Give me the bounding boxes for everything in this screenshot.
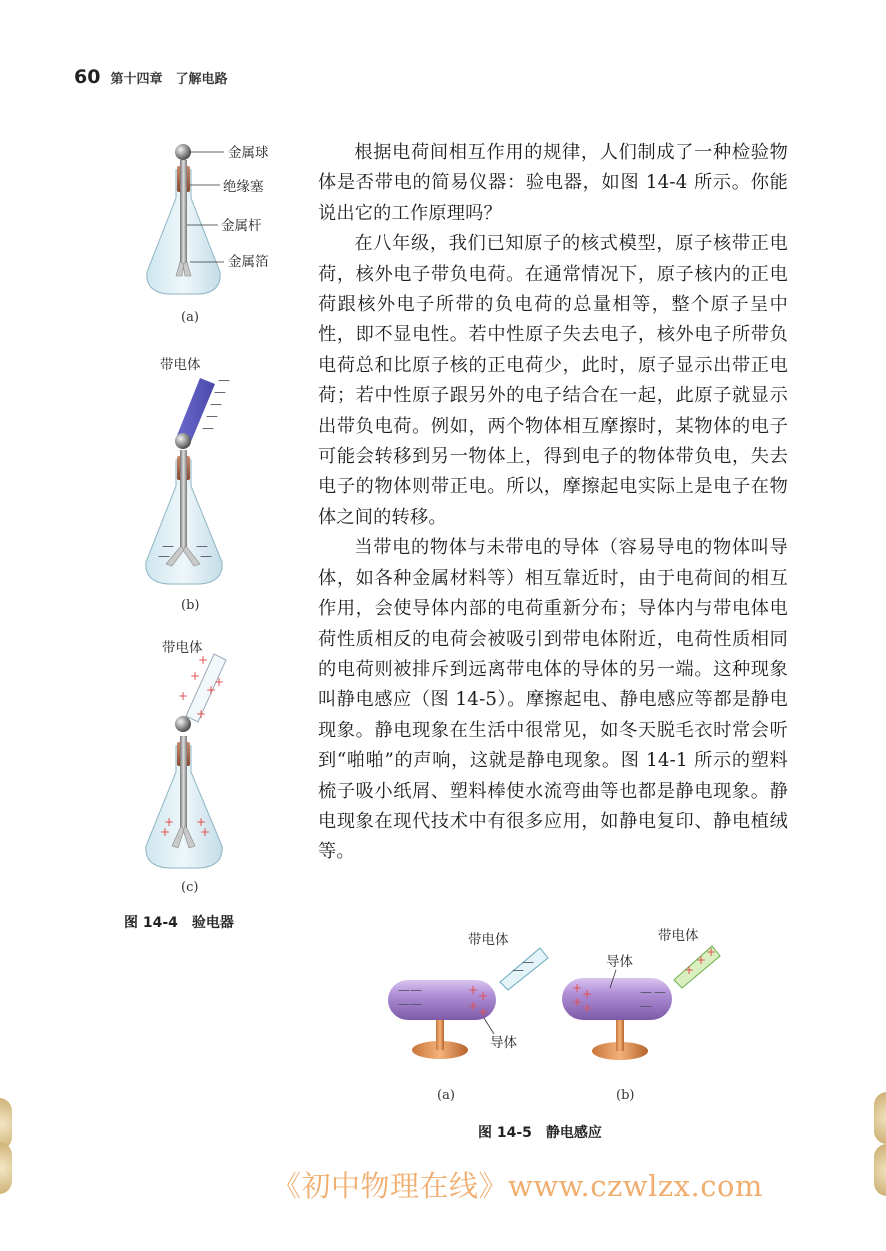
subcaption-c: (c) — [181, 880, 199, 895]
svg-text:+: + — [696, 953, 707, 967]
svg-text:—: — — [206, 409, 218, 423]
induction-a — [388, 931, 548, 1103]
subcaption-5b: (b) — [616, 1088, 635, 1103]
page-number: 60 — [74, 66, 101, 88]
svg-text:—: — — [200, 549, 212, 563]
svg-text:—: — — [640, 999, 652, 1013]
rod-b — [180, 450, 187, 550]
minus-signs-conductor-a — [398, 983, 422, 1011]
watermark: 《初中物理在线》www.czwlzx.com — [272, 1169, 763, 1203]
subcaption-5a: (a) — [437, 1088, 455, 1103]
ball-b — [175, 433, 191, 449]
svg-text:+: + — [684, 963, 695, 977]
svg-text:+: + — [478, 989, 489, 1003]
svg-text:—: — — [398, 983, 410, 997]
svg-text:—: — — [512, 963, 524, 977]
edge-decoration-left-2 — [0, 1142, 12, 1194]
svg-text:—: — — [410, 997, 422, 1011]
rod-c — [180, 736, 187, 830]
label-conductor-5a: 导体 — [490, 1035, 517, 1051]
label-foil: 金属箔 — [228, 254, 269, 270]
label-stopper: 绝缘塞 — [223, 179, 264, 195]
svg-text:+: + — [196, 707, 207, 721]
label-charged-body-5b: 带电体 — [658, 928, 699, 944]
label-conductor-5b: 导体 — [606, 954, 633, 970]
paragraph-2: 在八年级，我们已知原子的核式模型，原子核带正电荷，核外电子带负电荷。在通常情况下，原子核内的正电荷跟核外电子所带的负电荷的总量相等，整个原子呈中性，即不显电性。若中性原子失去电子，核外电子所带负电荷总和比原子核的正电荷少，此时，原子显示出带正电荷；若中性原子跟另外的电子结合在一起，此原子就显示出带负电荷。例如，两个物体相互摩擦时，某物体的电子可能会转移到另一物体上，得到电子的物体带负电，失去电子的物体则带正电。所以，摩擦起电实际上是电子在物体之间的转移。 — [318, 233, 788, 528]
label-charged-body-c: 带电体 — [162, 640, 203, 656]
ball-c — [175, 716, 191, 732]
svg-text:+: + — [572, 981, 583, 995]
rod-a — [180, 160, 187, 264]
svg-text:—: — — [640, 985, 652, 999]
ball-a — [175, 144, 191, 160]
svg-text:+: + — [196, 815, 207, 829]
svg-text:—: — — [410, 983, 422, 997]
stand-post-b — [616, 1016, 624, 1051]
svg-text:+: + — [468, 999, 479, 1013]
svg-text:—: — — [162, 539, 174, 553]
label-charged-body-5a: 带电体 — [468, 932, 509, 948]
svg-text:+: + — [164, 815, 175, 829]
stand-post-a — [436, 1016, 444, 1050]
chapter-title: 第十四章 了解电路 — [110, 72, 228, 87]
svg-text:—: — — [218, 373, 230, 387]
svg-text:—: — — [202, 421, 214, 435]
svg-text:—: — — [214, 385, 226, 399]
svg-text:+: + — [200, 825, 211, 839]
label-charged-body-b: 带电体 — [160, 357, 201, 373]
svg-text:—: — — [522, 955, 534, 969]
svg-text:+: + — [582, 1001, 593, 1015]
svg-text:+: + — [190, 669, 201, 683]
svg-text:—: — — [158, 549, 170, 563]
edge-decoration-right-2 — [874, 1144, 886, 1196]
svg-text:+: + — [214, 675, 225, 689]
electroscope-c — [146, 639, 226, 895]
svg-text:—: — — [654, 985, 666, 999]
label-ball: 金属球 — [228, 145, 269, 161]
svg-text:—: — — [398, 997, 410, 1011]
svg-text:+: + — [582, 987, 593, 1001]
svg-text:+: + — [572, 995, 583, 1009]
edge-decoration-right-1 — [874, 1092, 886, 1144]
electroscope-a — [147, 144, 269, 325]
subcaption-a: (a) — [181, 310, 199, 325]
label-rod: 金属杆 — [221, 218, 262, 234]
svg-text:+: + — [160, 825, 171, 839]
paragraph-3: 当带电的物体与未带电的导体（容易导电的物体叫导体，如各种金属材料等）相互靠近时，由于电荷间的相互作用，会使导体内部的电荷重新分布；导体内与带电体电荷性质相反的电荷会被吸引到带电体附近，电荷性质相同的电荷则被排斥到远离带电体的导体的另一端。这种现象叫静电感应（图 14-5）。摩擦起电、静电感应等都是静电现象。静电现象在生活中很常见，如冬天脱毛衣时常会听到“啪啪”的声响，这就是静电现象。图 14-1 所示的塑料梳子吸小纸屑、塑料棒使水流弯曲等也都是静电现象。静电现象在现代技术中有很多应用，如静电复印、静电植绒等。 — [318, 537, 788, 863]
svg-text:+: + — [468, 983, 479, 997]
subcaption-b: (b) — [181, 598, 200, 613]
svg-text:+: + — [478, 1005, 489, 1019]
svg-text:+: + — [178, 689, 189, 703]
caption-figure-14-4: 图 14-4 验电器 — [124, 915, 234, 931]
electroscope-b — [146, 356, 230, 613]
svg-text:+: + — [198, 653, 209, 667]
svg-text:—: — — [196, 539, 208, 553]
svg-text:+: + — [206, 683, 217, 697]
minus-signs-rod-5a — [512, 955, 534, 977]
svg-text:—: — — [210, 397, 222, 411]
svg-text:+: + — [706, 945, 717, 959]
caption-figure-14-5: 图 14-5 静电感应 — [478, 1125, 602, 1141]
paragraph-1: 根据电荷间相互作用的规律，人们制成了一种检验物体是否带电的简易仪器：验电器，如图 14-4 所示。你能说出它的工作原理吗？ — [318, 142, 788, 224]
induction-b — [562, 927, 720, 1103]
